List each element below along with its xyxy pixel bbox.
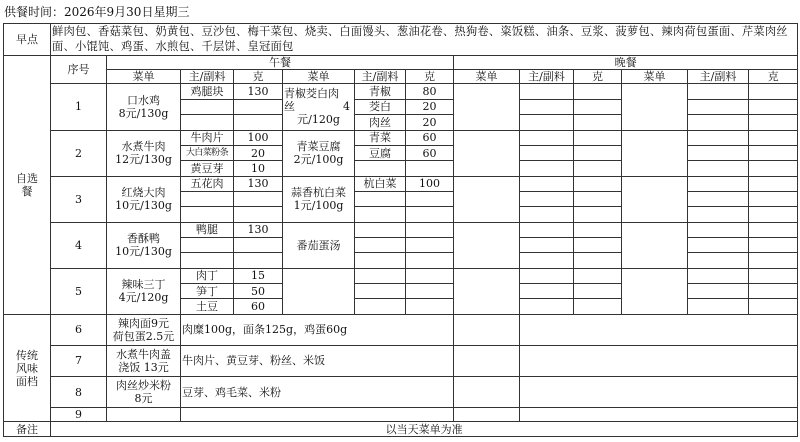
ingredient-cell: 青菜	[355, 130, 406, 145]
weight-cell	[406, 253, 454, 268]
ingredient-cell: 五花肉	[181, 176, 234, 191]
ingredient-cell: 笋丁	[181, 284, 234, 299]
noodle-dish-cell: 水煮牛肉盖 浇饭 13元	[107, 345, 181, 377]
lunch-ingredient-header-1: 主/副料	[181, 70, 234, 84]
dinner-ingredient-cell	[520, 222, 574, 237]
dinner-ingredient-cell	[688, 115, 749, 130]
dinner-dish-cell	[454, 84, 520, 130]
dinner-weight-cell	[574, 268, 622, 283]
breakfast-items: 鲜肉包、香菇菜包、奶黄包、豆沙包、梅干菜包、烧卖、白面馒头、葱油花卷、热狗卷、粢饭糕、油条、豆浆、菠萝包、辣肉荷包蛋面、芹菜肉丝面、小馄饨、鸡蛋、水煎包、千层饼、皇冠面包	[51, 24, 798, 56]
weight-cell: 100	[406, 176, 454, 191]
weight-cell	[234, 191, 283, 206]
weight-cell: 10	[234, 161, 283, 176]
header-row-columns	[4, 70, 798, 84]
dinner-ingredient-cell	[688, 222, 749, 237]
dinner-ingredient-cell	[688, 253, 749, 268]
lunch-ingredient-header-2: 主/副料	[355, 70, 406, 84]
ingredient-cell: 杭白菜	[355, 176, 406, 191]
ingredient-cell	[355, 268, 406, 283]
dinner-weight-cell	[749, 207, 798, 222]
dinner-weight-cell	[574, 84, 622, 99]
dish-name-cell	[283, 268, 355, 314]
dinner-ingredient-cell	[688, 207, 749, 222]
dinner-dish-cell	[622, 176, 688, 222]
dish-name-cell: 蒜香杭白菜 1元/100g	[283, 176, 355, 222]
dinner-dish-cell	[454, 377, 520, 408]
ingredient-cell	[355, 238, 406, 253]
ingredient-cell: 豆腐	[355, 145, 406, 160]
dish-name-cell: 口水鸡 8元/130g	[107, 84, 181, 130]
dish-name-cell: 红烧大肉 10元/130g	[107, 176, 181, 222]
ingredient-cell	[355, 253, 406, 268]
dinner-ingredient-cell	[688, 99, 749, 114]
dinner-dish-header-2: 菜单	[622, 70, 688, 84]
weight-cell: 50	[234, 284, 283, 299]
weight-cell: 80	[406, 84, 454, 99]
seq-header: 序号	[51, 55, 107, 84]
noodle-ingredients-cell: 牛肉片、黄豆芽、粉丝、米饭	[181, 345, 454, 377]
dinner-weight-cell	[749, 161, 798, 176]
weight-cell: 130	[234, 222, 283, 237]
weight-cell: 130	[234, 176, 283, 191]
dinner-weight-cell	[749, 253, 798, 268]
dinner-ingredient-cell	[688, 176, 749, 191]
ingredient-cell	[355, 284, 406, 299]
row-number: 7	[51, 345, 107, 377]
dinner-ingredient-cell	[688, 84, 749, 99]
dinner-ingredient-cell	[520, 115, 574, 130]
ingredient-cell: 大白菜粉条	[181, 145, 234, 160]
dinner-weight-cell	[749, 99, 798, 114]
dinner-ingredient-cell	[520, 207, 574, 222]
dinner-weight-cell	[749, 284, 798, 299]
dinner-dish-cell	[454, 176, 520, 222]
dish-name-cell: 番茄蛋汤	[283, 222, 355, 268]
ingredient-cell	[355, 207, 406, 222]
row-number: 3	[51, 176, 107, 222]
weight-cell	[234, 253, 283, 268]
dinner-ingredient-cell	[520, 84, 574, 99]
weight-cell	[406, 207, 454, 222]
dinner-weight-cell	[574, 99, 622, 114]
weight-cell: 20	[234, 145, 283, 160]
dish-name-cell: 辣味三丁 4元/120g	[107, 268, 181, 314]
weight-cell	[234, 207, 283, 222]
ingredient-cell	[355, 299, 406, 314]
ingredient-cell	[181, 207, 234, 222]
noodle-ingredients-cell	[181, 408, 454, 422]
weight-cell	[406, 284, 454, 299]
weight-cell: 100	[234, 130, 283, 145]
dinner-dish-cell	[454, 314, 520, 345]
dinner-dish-cell	[622, 84, 688, 130]
dinner-dish-cell	[454, 408, 520, 422]
ingredient-cell: 土豆	[181, 299, 234, 314]
remarks-text: 以当天菜单为准	[51, 422, 798, 437]
dinner-ingredient-cell	[520, 268, 574, 283]
dish-name-cell: 水煮牛肉 12元/130g	[107, 130, 181, 176]
weight-cell	[234, 99, 283, 114]
weight-cell	[406, 268, 454, 283]
dinner-ingredient-cell	[520, 99, 574, 114]
table-row	[4, 84, 798, 99]
dinner-weight-cell	[574, 130, 622, 145]
weight-cell: 60	[406, 130, 454, 145]
ingredient-cell: 青椒	[355, 84, 406, 99]
noodle-dish-cell	[107, 408, 181, 422]
self-service-label: 自选餐	[4, 55, 51, 314]
dinner-ingredients-cell	[520, 345, 798, 377]
lunch-weight-header-1: 克	[234, 70, 283, 84]
dinner-weight-cell	[574, 207, 622, 222]
row-number: 2	[51, 130, 107, 176]
ingredient-cell	[181, 99, 234, 114]
dinner-ingredient-cell	[520, 299, 574, 314]
dinner-ingredient-cell	[688, 268, 749, 283]
weight-cell	[234, 238, 283, 253]
dinner-weight-cell	[749, 222, 798, 237]
dinner-ingredient-cell	[520, 238, 574, 253]
ingredient-cell: 鸭腿	[181, 222, 234, 237]
table-row	[4, 314, 798, 345]
dinner-weight-header-1: 克	[574, 70, 622, 84]
ingredient-cell: 牛肉片	[181, 130, 234, 145]
weight-cell: 60	[406, 145, 454, 160]
dinner-ingredient-cell	[688, 161, 749, 176]
lunch-weight-header-2: 克	[406, 70, 454, 84]
table-row	[4, 130, 798, 145]
dinner-weight-cell	[749, 115, 798, 130]
dinner-dish-cell	[454, 268, 520, 314]
dinner-weight-cell	[574, 176, 622, 191]
dinner-weight-cell	[749, 191, 798, 206]
dinner-weight-cell	[574, 161, 622, 176]
page-title: 供餐时间：2026年9月30日星期三	[4, 5, 190, 19]
lunch-dish-header-1: 菜单	[107, 70, 181, 84]
dinner-weight-cell	[574, 238, 622, 253]
dinner-ingredient-cell	[520, 191, 574, 206]
header-row-meals	[4, 55, 798, 69]
traditional-label: 传统风味面档	[4, 314, 51, 422]
noodle-dish-cell: 肉丝炒米粉 8元	[107, 377, 181, 408]
weight-cell: 20	[406, 99, 454, 114]
dinner-weight-cell	[749, 268, 798, 283]
breakfast-row	[4, 24, 798, 56]
lunch-dish-header-2: 菜单	[283, 70, 355, 84]
dinner-ingredients-cell	[520, 314, 798, 345]
table-row	[4, 345, 798, 377]
table-row	[4, 176, 798, 191]
dinner-ingredient-cell	[688, 238, 749, 253]
dish-name-cell: 青菜豆腐 2元/100g	[283, 130, 355, 176]
weight-cell: 20	[406, 115, 454, 130]
weight-cell	[406, 191, 454, 206]
dinner-weight-cell	[574, 299, 622, 314]
ingredient-cell	[181, 253, 234, 268]
dish-name-cell: 香酥鸭 10元/130g	[107, 222, 181, 268]
dinner-weight-cell	[749, 176, 798, 191]
dinner-dish-cell	[454, 130, 520, 176]
table-row	[4, 222, 798, 237]
ingredient-cell	[355, 191, 406, 206]
row-number: 4	[51, 222, 107, 268]
ingredient-cell	[355, 222, 406, 237]
dinner-weight-cell	[749, 299, 798, 314]
dinner-dish-cell	[454, 222, 520, 268]
dinner-weight-cell	[749, 84, 798, 99]
dinner-ingredient-cell	[520, 130, 574, 145]
dinner-ingredient-cell	[688, 299, 749, 314]
dinner-dish-cell	[622, 130, 688, 176]
weight-cell: 130	[234, 84, 283, 99]
weight-cell	[406, 222, 454, 237]
noodle-ingredients-cell: 豆芽、鸡毛菜、米粉	[181, 377, 454, 408]
ingredient-cell: 鸡腿块	[181, 84, 234, 99]
table-row	[4, 408, 798, 422]
noodle-ingredients-cell: 肉糜100g，面条125g，鸡蛋60g	[181, 314, 454, 345]
weight-cell: 15	[234, 268, 283, 283]
dinner-ingredient-cell	[520, 161, 574, 176]
dinner-weight-cell	[749, 145, 798, 160]
row-number: 6	[51, 314, 107, 345]
lunch-header: 午餐	[107, 55, 454, 69]
ingredient-cell: 肉丁	[181, 268, 234, 283]
table-row	[4, 268, 798, 283]
dinner-ingredients-cell	[520, 377, 798, 408]
noodle-dish-cell: 辣肉面9元 荷包蛋2.5元	[107, 314, 181, 345]
row-number: 9	[51, 408, 107, 422]
dinner-weight-cell	[749, 130, 798, 145]
row-number: 5	[51, 268, 107, 314]
table-row	[4, 377, 798, 408]
dinner-ingredient-cell	[688, 191, 749, 206]
dinner-dish-cell	[622, 222, 688, 268]
remarks-label: 备注	[4, 422, 51, 437]
weight-cell	[406, 299, 454, 314]
weight-cell	[234, 115, 283, 130]
dinner-ingredient-cell	[688, 145, 749, 160]
dinner-weight-cell	[574, 115, 622, 130]
dinner-ingredient-cell	[520, 176, 574, 191]
dinner-weight-cell	[749, 238, 798, 253]
dinner-dish-cell	[622, 268, 688, 314]
dinner-weight-cell	[574, 145, 622, 160]
dish-name-cell: 青椒茭白肉 丝 4 元/120g	[283, 84, 355, 130]
dinner-weight-cell	[574, 253, 622, 268]
ingredient-cell	[355, 161, 406, 176]
dinner-weight-cell	[574, 191, 622, 206]
row-number: 8	[51, 377, 107, 408]
dinner-weight-cell	[574, 222, 622, 237]
ingredient-cell: 肉丝	[355, 115, 406, 130]
remarks-row	[4, 422, 798, 437]
weight-cell: 60	[234, 299, 283, 314]
dinner-dish-cell	[454, 345, 520, 377]
dinner-weight-cell	[574, 284, 622, 299]
dinner-ingredient-header-1: 主/副料	[520, 70, 574, 84]
ingredient-cell: 黄豆芽	[181, 161, 234, 176]
breakfast-label: 早点	[4, 24, 51, 56]
dinner-ingredient-header-2: 主/副料	[688, 70, 749, 84]
ingredient-cell	[181, 191, 234, 206]
dinner-ingredient-cell	[520, 253, 574, 268]
row-number: 1	[51, 84, 107, 130]
dinner-ingredient-cell	[520, 145, 574, 160]
dinner-weight-header-2: 克	[749, 70, 798, 84]
ingredient-cell	[181, 115, 234, 130]
ingredient-cell	[181, 238, 234, 253]
menu-table	[3, 23, 798, 437]
dinner-ingredient-cell	[688, 130, 749, 145]
dinner-header: 晚餐	[454, 55, 798, 69]
dinner-ingredients-cell	[520, 408, 798, 422]
dinner-ingredient-cell	[520, 284, 574, 299]
ingredient-cell: 茭白	[355, 99, 406, 114]
weight-cell	[406, 161, 454, 176]
weight-cell	[406, 238, 454, 253]
dinner-ingredient-cell	[688, 284, 749, 299]
dinner-dish-header-1: 菜单	[454, 70, 520, 84]
